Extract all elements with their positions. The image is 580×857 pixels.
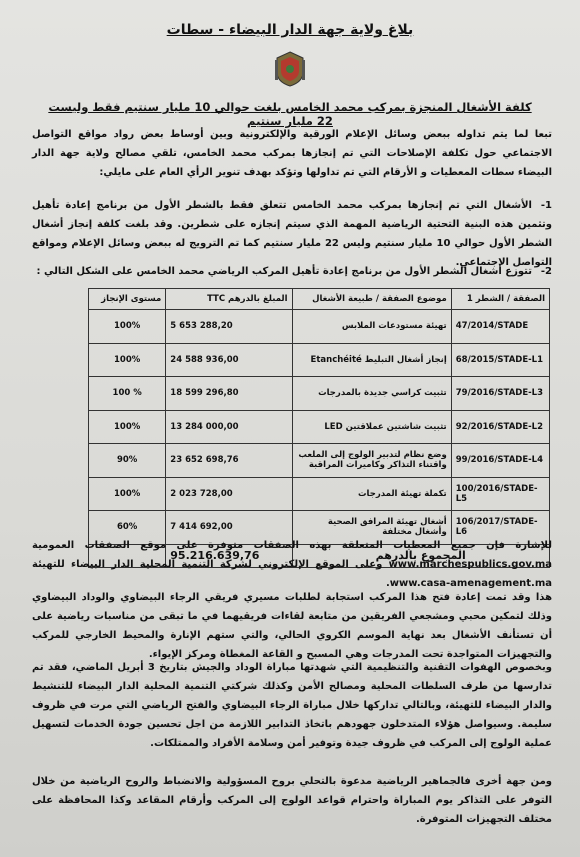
point-number: 1- bbox=[540, 200, 552, 211]
progress-cell: 100% bbox=[89, 310, 166, 344]
point-1 bbox=[32, 196, 552, 272]
amount-cell: 23 652 698,76 bbox=[166, 444, 292, 478]
table-row bbox=[89, 343, 550, 377]
header-amount: المبلغ بالدرهم TTC bbox=[166, 289, 292, 310]
market-cell: 100/2016/STADE-L5 bbox=[451, 477, 549, 511]
amount-cell: 2 023 728,00 bbox=[166, 477, 292, 511]
amount-cell: 7 414 692,00 bbox=[166, 511, 292, 545]
header-market: الصفقة / الشطر 1 bbox=[451, 289, 549, 310]
progress-cell: 100% bbox=[89, 343, 166, 377]
amount-cell: 13 284 000,00 bbox=[166, 410, 292, 444]
document-subtitle: كلفة الأشغال المنجزة بمركب محمد الخامس بلغت حوالي 10 مليار سنتيم فقط وليست 22 مليار سنتيم bbox=[48, 100, 532, 128]
market-cell: 99/2016/STADE-L4 bbox=[451, 444, 549, 478]
works-table bbox=[88, 288, 550, 568]
header-progress: مستوى الإنجاز bbox=[89, 289, 166, 310]
progress-cell: 100 % bbox=[89, 377, 166, 411]
works-table-container bbox=[88, 288, 550, 568]
websites-paragraph: للإشارة فإن جميع المعطيات المتعلقة بهذه الصفقات متوفرة على موقع الصفقات العمومية www.marchespublics.gov.ma وعلى الموقع الإلكتروني لشركة التنمية المحلية الدار البيضاء للتهيئة www.casa-amenagement.ma. bbox=[32, 540, 552, 589]
incidents-paragraph: وبخصوص الهفوات التقنية والتنظيمية التي شهدتها مباراة الوداد والجيش بتاريخ 3 أبريل الماضي، فقد تم تدارسها من طرف السلطات المحلية ومصالح الأمن وكذلك شركتي التنمية المحلية الدار البيضاء للتنشيط والدار البيضاء للتهيئة، وبالتالي تداركها خلال مباراة الرجاء البيضاوي والفتح الرياضي التي مرت في ظروف سليمة. وسيواصل هؤلاء المتدخلون جهودهم باتخاذ التدابير اللازمة من اجل تحسين جودة الخدمات لتسهيل عملية الولوج إلى المركب في ظروف جيدة وتوفير أمن وسلامة الأفراد والممتلكات. bbox=[32, 662, 552, 749]
table-row bbox=[89, 477, 550, 511]
progress-cell: 60% bbox=[89, 511, 166, 545]
reopening-paragraph: هذا وقد تمت إعادة فتح هذا المركب استجابة لطلبات مسيري فريقي الرجاء البيضاوي والوداد البيضاوي وذلك لتمكين محبي ومشجعي الفريقين من متابعة لقاءات فريقيهما في ما تبقى من مناسبات رياضية على أن تستأنف الأشغال بعد نهاية الموسم الكروي الحالي، والتي ستهم الإنارة والمحيط الخارجي للمركب والتجهيزات المتواجدة تحت المدرجات وهي المسبح و القاعة المغطاة ومركز الإيواء. bbox=[32, 592, 552, 660]
progress-cell: 90% bbox=[89, 444, 166, 478]
page-title: بلاغ ولاية جهة الدار البيضاء - سطات bbox=[166, 22, 414, 38]
table-row bbox=[89, 377, 550, 411]
market-cell: 68/2015/STADE-L1 bbox=[451, 343, 549, 377]
coat-of-arms-emblem bbox=[273, 50, 307, 88]
header-subject: موضوع الصفقة / طبيعة الأشغال bbox=[292, 289, 451, 310]
intro-paragraph: تبعا لما يتم تداوله ببعض وسائل الإعلام الورقية والإلكترونية وبين أوساط بعض رواد مواقع التواصل الاجتماعي حول تكلفة الإصلاحات التي تم إنجازها بمركب محمد الخامس، تلقي مصالح ولاية جهة الدار البيضاء سطات المعطيات و الأرقام التي تم تداولها وتؤكد بهدف تنوير الرأي العام على مايلي: bbox=[32, 129, 552, 178]
progress-cell: 100% bbox=[89, 410, 166, 444]
market-cell: 106/2017/STADE-L6 bbox=[451, 511, 549, 545]
amount-cell: 5 653 288,20 bbox=[166, 310, 292, 344]
point-text: تتوزع أشغال الشطر الأول من برنامج إعادة تأهيل المركب الرياضي محمد الخامس على الشكل التالي : bbox=[36, 266, 532, 277]
subject-cell: تهيئة مستودعات الملابس bbox=[292, 310, 451, 344]
point-2 bbox=[32, 262, 552, 281]
total-label: المجموع بالدرهم bbox=[292, 544, 550, 567]
table-header-row bbox=[89, 289, 550, 310]
point-number: 2- bbox=[540, 266, 552, 277]
subject-cell: تثبيت شاشتين عملاقتين LED bbox=[292, 410, 451, 444]
table-row bbox=[89, 310, 550, 344]
subject-cell: تكملة تهيئة المدرجات bbox=[292, 477, 451, 511]
amount-cell: 24 588 936,00 bbox=[166, 343, 292, 377]
subject-cell: إنجاز أشغال التبليط Etanchéité bbox=[292, 343, 451, 377]
total-value: 95.216.639,76 bbox=[166, 544, 292, 567]
progress-cell: 100% bbox=[89, 477, 166, 511]
subject-cell: وضع نظام لتدبير الولوج إلى الملعب واقتناء التذاكر وكاميرات المراقبة bbox=[292, 444, 451, 478]
market-cell: 92/2016/STADE-L2 bbox=[451, 410, 549, 444]
table-row bbox=[89, 444, 550, 478]
point-text: الأشغال التي تم إنجازها بمركب محمد الخامس تتعلق فقط بالشطر الأول من برنامج إعادة تأهيل وتثمين هذه البنية التحتية الرياضية المهمة الذي سيتم إنجازه على شطرين. وقد بلغت كلفة إنجاز أشغال الشطر الأول حوالي 10 مليار سنتيم وليس 22 مليار سنتيم كما تم الترويج له ببعض وسائل الإعلام ومواقع التواصل الاجتماعي. bbox=[32, 200, 552, 268]
market-cell: 79/2016/STADE-L3 bbox=[451, 377, 549, 411]
table-row bbox=[89, 410, 550, 444]
subject-cell: أشغال تهيئة المرافق الصحية وأشغال مختلفة bbox=[292, 511, 451, 545]
amount-cell: 18 599 296,80 bbox=[166, 377, 292, 411]
market-cell: 47/2014/STADE bbox=[451, 310, 549, 344]
subject-cell: تثبيت كراسي جديدة بالمدرجات bbox=[292, 377, 451, 411]
fans-paragraph: ومن جهة أخرى فالجماهير الرياضية مدعوة بالتحلي بروح المسؤولية والانضباط والروح الرياضية من خلال التوفر على التذاكر يوم المباراة واحترام قواعد الولوج إلى المركب وأرقام المقاعد وكذا المحافظة على مختلف التجهيزات المتوفرة. bbox=[32, 776, 552, 825]
